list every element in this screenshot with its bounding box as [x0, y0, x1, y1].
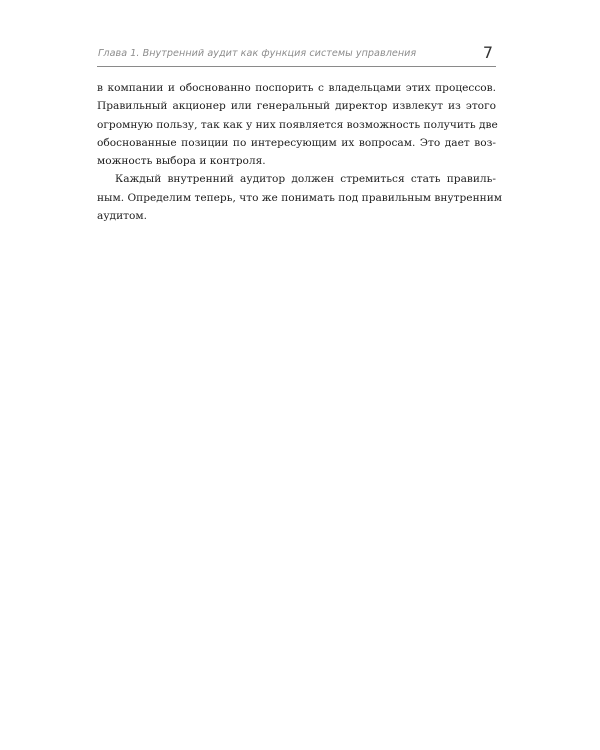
text-line: Каждый внутренний аудитор должен стремиться стать правиль- [115, 173, 496, 186]
running-title: Глава 1. Внутренний аудит как функция системы управления [98, 48, 417, 59]
running-header [97, 44, 496, 67]
paragraph [97, 170, 503, 225]
text-line: аудитом. [97, 210, 147, 223]
body-text [97, 79, 503, 225]
text-line: ным. Определим теперь, что же понимать под правильным внутренним [97, 191, 503, 204]
page-number: 7 [482, 43, 493, 62]
paragraph [97, 79, 496, 170]
text-line: обоснованные позиции по интересующим их вопросам. Это дает воз- [97, 136, 496, 149]
text-line: в компании и обоснованно поспорить с владельцами этих процессов. [97, 82, 496, 94]
text-line: огромную пользу, так как у них появляется возможность получить две [97, 118, 498, 131]
text-line: Правильный акционер или генеральный директор извлекут из этого [97, 100, 496, 113]
text-line: можность выбора и контроля. [97, 155, 266, 168]
